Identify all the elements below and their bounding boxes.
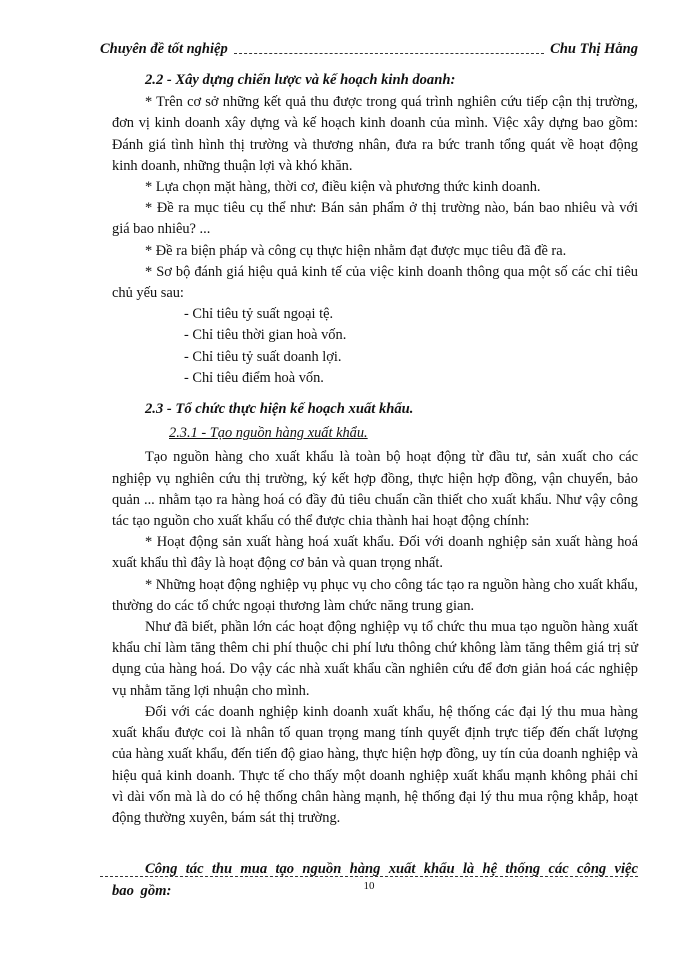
paragraph: * Hoạt động sản xuất hàng hoá xuất khẩu. Đối với doanh nghiệp sản xuất hàng hoá xuất khẩu thì đây là hoạt động cơ bản và quan trọng nhất.: [112, 534, 638, 572]
closing-statement: Công tác thu mua tạo nguồn hàng xuất khẩu là hệ thống các công việc bao gồm:: [112, 861, 638, 900]
paragraph: Đối với các doanh nghiệp kinh doanh xuất khẩu, hệ thống các đại lý thu mua hàng xuất khẩu được coi là nhân tố quan trọng mang tính quyết định trực tiếp đến chất lượng của hàng xuất khẩu, đến tiến độ giao hàng, thực hiện hợp đồng, uy tín của doanh nghiệp và hiệu quả kinh doanh. Thực tế cho thấy một doanh nghiệp xuất khẩu mạnh không phải chỉ vì dài vốn mà là do có hệ thống chân hàng mạnh, hệ thống đại lý thu mua rộng khắp, hoạt động thường xuyên, bám sát thị trường.: [112, 703, 638, 826]
page-header: [100, 36, 638, 58]
paragraph: * Trên cơ sở những kết quả thu được trong quá trình nghiên cứu tiếp cận thị trường, đơn vị kinh doanh xây dựng và kế hoạch kinh doanh của mình. Việc xây dựng bao gồm: Đánh giá tình hình thị trường và thương nhân, đưa ra bức tranh tổng quát về hoạt động kinh doanh, những thuận lợi và khó khăn.: [112, 94, 638, 174]
header-rule: [234, 53, 544, 54]
header-author: Chu Thị Hằng: [550, 41, 638, 57]
paragraph: Như đã biết, phần lớn các hoạt động nghiệp vụ tổ chức thu mua tạo nguồn hàng xuất khẩu chỉ làm tăng thêm chi phí thuộc chi phí lưu thông chứ không làm tăng thêm giá trị sử dụng của hàng hoá. Do vậy các nhà xuất khẩu cần nghiên cứu để đơn giản hoá các nghiệp vụ nhằm tăng lợi nhuận cho mình.: [112, 619, 638, 699]
subsection-heading-2-3-1: 2.3.1 - Tạo nguồn hàng xuất khẩu.: [169, 425, 368, 442]
page-number: 10: [363, 880, 375, 892]
paragraph: * Lựa chọn mặt hàng, thời cơ, điều kiện và phương thức kinh doanh.: [145, 179, 541, 196]
header-title: Chuyên đề tốt nghiệp: [100, 41, 228, 57]
indicator-item: - Chỉ tiêu thời gian hoà vốn.: [184, 327, 347, 344]
indicator-item: - Chỉ tiêu điểm hoà vốn.: [184, 369, 324, 386]
paragraph: * Sơ bộ đánh giá hiệu quả kinh tế của việc kinh doanh thông qua một số các chỉ tiêu chủ yếu sau:: [112, 263, 638, 302]
footer-rule: [100, 876, 638, 877]
paragraph: * Những hoạt động nghiệp vụ phục vụ cho công tác tạo ra nguồn hàng cho xuất khẩu, thường do các tổ chức ngoại thương làm chức năng trung gian.: [112, 576, 638, 614]
paragraph: * Đề ra mục tiêu cụ thể như: Bán sản phẩm ở thị trường nào, bán bao nhiêu và với giá bao nhiêu? ...: [112, 200, 638, 238]
indicator-item: - Chỉ tiêu tỷ suất ngoại tệ.: [184, 306, 334, 323]
section-heading-2-3: 2.3 - Tổ chức thực hiện kế hoạch xuất khẩu.: [145, 401, 414, 418]
section-heading-2-2: 2.2 - Xây dựng chiến lược và kế hoạch kinh doanh:: [145, 72, 456, 88]
paragraph: * Đề ra biện pháp và công cụ thực hiện nhằm đạt được mục tiêu đã đề ra.: [145, 242, 567, 259]
paragraph: Tạo nguồn hàng cho xuất khẩu là toàn bộ hoạt động từ đầu tư, sản xuất cho các nghiệp vụ nghiên cứu thị trường, ký kết hợp đồng, thực hiện hợp đồng, vận chuyển, bảo quản ... nhằm tạo ra hàng hoá có đầy đủ tiêu chuẩn cần thiết cho xuất khẩu. Như vậy công tác tạo nguồn cho xuất khẩu có thể được chia thành hai hoạt động chính:: [112, 449, 638, 530]
indicator-item: - Chỉ tiêu tỷ suất doanh lợi.: [184, 348, 342, 365]
page-body: [112, 70, 638, 902]
spacer: [112, 829, 638, 858]
